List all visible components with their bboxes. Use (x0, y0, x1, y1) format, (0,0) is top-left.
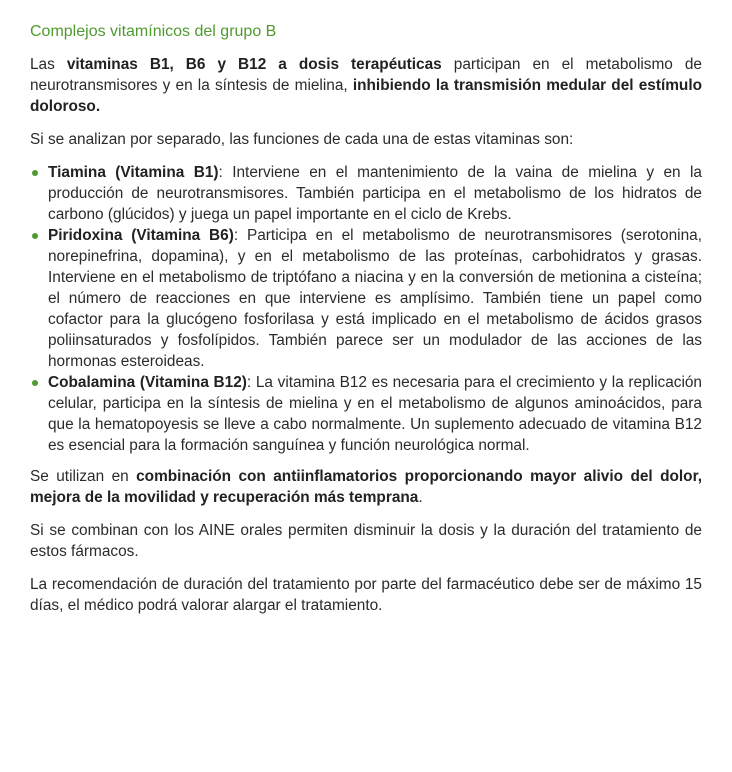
functions-lead: Si se analizan por separado, las funciones de cada una de estas vitaminas son: (30, 131, 574, 148)
vitamin-name: Cobalamina (Vitamina B12) (48, 374, 247, 391)
intro-bold-1: vitaminas B1, B6 y B12 a dosis terapéuticas (66, 56, 442, 73)
aine-paragraph: Si se combinan con los AINE orales permiten disminuir la dosis y la duración del tratamiento de estos fármacos. (30, 522, 702, 560)
vitamin-description: : Interviene en el mantenimiento de la vaina de mielina y en la producción de neurotransmisores. También participa en el metabolismo de los hidratos de carbono (glúcidos) y juega un papel importante en el ciclo de Krebs. (48, 164, 702, 223)
intro-bold-2: inhibiendo la transmisión medular del estímulo doloroso. (30, 77, 702, 115)
vitamin-name: Piridoxina (Vitamina B6) (48, 227, 234, 244)
combination-text-1: Se utilizan en (30, 468, 137, 485)
vitamin-description: : Participa en el metabolismo de neurotransmisores (serotonina, norepinefrina, dopamina), y en el metabolismo de las proteínas, carbohidratos y grasas. Interviene en el metabolismo de triptófano a niacina y en la conversión de metionina a cisteína; el número de reacciones en que interviene es amplísimo. También tiene un papel como cofactor para la glucógeno fosforilasa y está implicado en el metabolismo de ácidos grasos poliinsaturados y fosfolípidos. También parece ser un modulador de las acciones de las hormonas esteroideas. (48, 227, 702, 370)
bullet-icon (32, 170, 38, 176)
section-title: Complejos vitamínicos del grupo B (30, 23, 277, 40)
intro-text-1: Las (30, 56, 67, 73)
vitamin-name: Tiamina (Vitamina B1) (48, 164, 219, 181)
vitamin-list (30, 162, 702, 456)
list-item-b6 (30, 225, 702, 372)
list-item-b12 (30, 372, 702, 456)
bullet-icon (32, 233, 38, 239)
intro-paragraph (30, 54, 702, 117)
vitamin-description: : La vitamina B12 es necesaria para el crecimiento y la replicación celular, participa en la síntesis de mielina y en el metabolismo de algunos aminoácidos, para que la hematopoyesis se lleve a cabo normalmente. Un suplemento adecuado de vitamina B12 es esencial para la formación sanguínea y función neurológica normal. (48, 374, 702, 454)
combination-bold: combinación con antiinflamatorios proporcionando mayor alivio del dolor, mejora de la movilidad y recuperación más temprana (30, 468, 703, 506)
list-item-b1 (30, 162, 702, 225)
intro-text-2: participan en el metabolismo de neurotransmisores y en la síntesis de mielina, (30, 56, 702, 94)
bullet-icon (32, 380, 38, 386)
duration-paragraph: La recomendación de duración del tratamiento por parte del farmacéutico debe ser de máximo 15 días, el médico podrá valorar alargar el tratamiento. (30, 576, 702, 614)
combination-paragraph (30, 466, 702, 508)
combination-text-2: . (418, 489, 423, 506)
